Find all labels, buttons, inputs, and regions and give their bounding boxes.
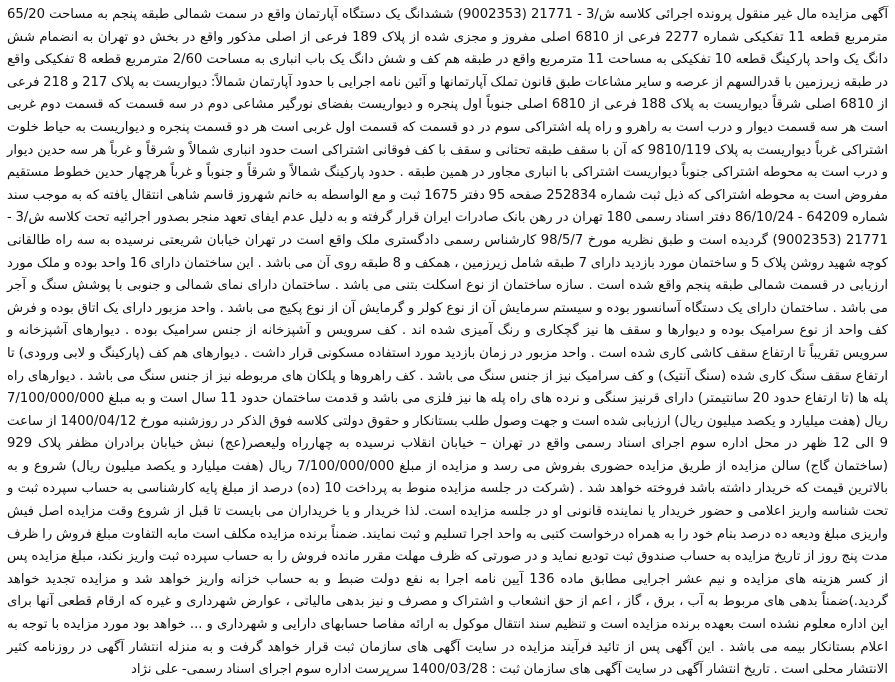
auction-notice-text: آگهی مزایده مال غیر منقول پرونده اجرائی کلاسه ش/3 - 21771 (9002353) ششدانگ یک دستگاه آپارتمان واقع در سمت شمالی طبقه پنجم به مساحت 65/20 مترمربع قطعه 11 تفکیکی شماره 2277 فرعی از 6810 اصلی مفروز و مجزی شده از پلاک 189 فرعی از اصلی مذکور واقع در بخش دو تهران به انضمام شش دانگ یک واحد پارکینگ قطعه 10 تفکیکی به مساحت 11 مترمربع واقع در طبقه هم کف و شش دانگ یک باب انباری به مساحت 2/60 مترمربع قطعه 8 تفکیکی واقع در طبقه زیرزمین با قدرالسهم از عرصه و سایر مشاعات طبق قانون تملک آپارتمانها و آئین نامه اجرایی با حدود آپارتمان شمالاً: دیواریست به پلاک 217 و 218 فرعی از 6810 اصلی شرقاً دیواریست به پلاک 188 فرعی از 6810 اصلی جنوباً اول پنجره و دیواریست بفضای نورگیر مشاعی دوم در سه قسمت که قسمت دوم غربی است هر سه قسمت دیوار و درب است به راهرو و راه پله اشتراکی سوم در دو قسمت که قسمت اول غربی است هر دو قسمت پنجره و دیواریست به حیاط خلوت اشتراکی غرباً دیواریست به پلاک 9810/119 که آن با سقف طبقه تحتانی و سقف با کف فوقانی اشتراکی است حدود انباری شمالاً و شرقاً و غرباً هر سه حدین دیوار و درب است به محوطه اشتراکی جنوباً دیواریست اشتراکی با انباری مجاور در همین طبقه . حدود پارکینگ شمالاً و شرقاً و جنوباً و غرباً هرچهار حدین خطوط مستقیم مفروض است به محوطه اشتراکی که ذیل ثبت شماره 252834 صفحه 95 دفتر 1675 ثبت و مع الواسطه به خانم شهروز قاسم شاهی انتقال یافته که به موجب سند شماره 64209 - 86/10/24 دفتر اسناد رسمی 180 تهران در رهن بانک صادرات ایران قرار گرفته و به دلیل عدم ایفای تعهد منجر بصدور اجرائیه تحت کلاسه ش/3 - 21771 (9002353) گردیده است و طبق نظریه مورخ 98/5/7 کارشناس رسمی دادگستری ملک واقع است در تهران خیابان شریعتی نرسیده به سه راه طالقانی کوچه شهید روشن پلاک 5 و ساختمان مورد بازدید دارای 7 طبقه شامل زیرزمین ، همکف و 8 طبقه روی آن می باشد . این ساختمان دارای 16 واحد بوده و ملک مورد ارزیابی در قسمت شمالی طبقه پنجم واقع شده است . سازه ساختمان از نوع اسکلت بتنی می باشد . ساختمان دارای نمای شمالی و جنوبی با پوشش سنگ و آجر می باشد . ساختمان دارای یک دستگاه آسانسور بوده و سیستم سرمایش آن از نوع کولر و گرمایش آن از نوع پکیج می باشد . واحد مزبور دارای یک اتاق بوده و فرش کف واحد از نوع سرامیک بوده و دیوارها و سقف ها نیز گچکاری و رنگ آمیزی شده اند . کف سرویس و آشپزخانه از جنس سرامیک بوده . دیوارهای آشپزخانه و سرویس تقریباً تا ارتفاع سقف کاشی کاری شده است . واحد مزبور در زمان بازدید مورد استفاده مسکونی قرار داشت . دیوارهای هم کف (پارکینگ و لابی ورودی) تا ارتفاع سقف سنگ کاری شده (سنگ آنتیک) و کف سرامیک نیز از جنس سنگ می باشد . کف راهروها و پلکان های مربوطه نیز از جنس سنگ می باشد . دیوارهای راه پله ها (تا ارتفاع حدود 20 سانتیمتر) دارای قرنیز سنگی و نرده های راه پله ها نیز فلزی می باشد و قدمت ساختمان حدود 11 سال است و به مبلغ 7/100/000/000 ریال (هفت میلیارد و یکصد میلیون ریال) ارزیابی شده است و جهت وصول طلب بستانکار و حقوق دولتی کلاسه فوق الذکر در روزشنبه مورخ 1400/04/12 از ساعت 9 الی 12 ظهر در محل اداره سوم اجرای اسناد رسمی واقع در تهران – خیابان انقلاب نرسیده به چهارراه ولیعصر(عج) نبش خیابان برادران مظفر پلاک 929 (ساختمان گاج) سالن مزایده از طریق مزایده حضوری بفروش می رسد و مزایده از مبلغ 7/100/000/000 ریال (هفت میلیارد و یکصد میلیون ریال) شروع و به بالاترین قیمت که خریدار داشته باشد فروخته خواهد شد . (شرکت در جلسه مزایده منوط به پرداخت 10 (ده) درصد از مبلغ پایه کارشناسی به حساب سپرده ثبت و تحت شناسه واریز اعلامی و حضور خریدار یا نماینده قانونی او در جلسه مزایده است. لذا خریدار و یا خریداران می بایست تا قبل از شروع وقت مزایده اصل فیش واریزی مبلغ ودیعه ده درصد بنام خود را به همراه درخواست کتبی به واحد اجرا تسلیم و ثبت نمایند. ضمناً برنده مزایده مکلف است مابه التفاوت مبلغ فروش را ظرف مدت پنج روز از تاریخ مزایده به حساب صندوق ثبت تودیع نماید و در صورتی که ظرف مهلت مقرر مانده فروش را به حساب سپرده ثبت واریز نکند، مبلغ مزایده پس از کسر هزینه های مزایده و نیم عشر اجرایی مطابق ماده 136 آیین نامه اجرا به نفع دولت ضبط و به حساب خزانه واریز خواهد شد و مزایده تجدید خواهد گردید.)ضمناً بدهی های مربوط به آب ، برق ، گاز ، اعم از حق انشعاب و اشتراک و مصرف و نیز بدهی مالیاتی ، عوارض شهرداری و غیره که ارقام قطعی آنها برای این اداره معلوم نشده است بعهده برنده مزایده است و تنظیم سند انتقال موکول به ارائه مفاصا حسابهای دارایی و شهرداری و ... خواهد بود مورد مزایده با توجه به اعلام بستانکار بیمه می باشد . این آگهی پس از تائید فرآیند مزایده در سایت آگهی های سازمان ثبت قرار خواهد گرفت و به منزله انتشار آگهی در روزنامه کثیر الانتشار محلی است . تاریخ انتشار آگهی در سایت آگهی های سازمان ثبت : 1400/03/28 سرپرست اداره سوم اجرای اسناد رسمی- علی نژاد xyxy=(7,7,889,678)
